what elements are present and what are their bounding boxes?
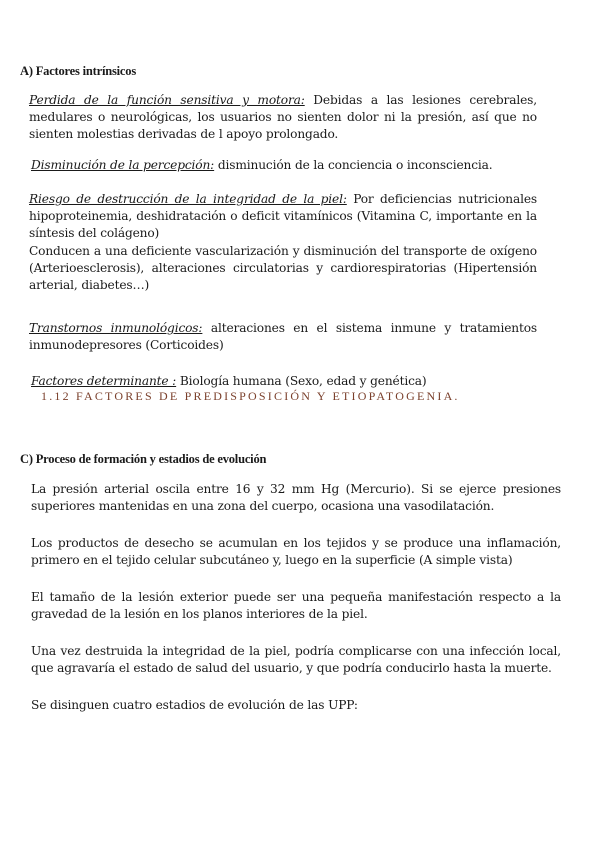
factor-term: Factores determinante : — [31, 374, 177, 388]
factor-description: Biología humana (Sexo, edad y genética) — [176, 374, 427, 388]
section-a-heading: A) Factores intrínsicos — [20, 64, 136, 78]
factor-item — [29, 191, 537, 294]
paragraph: Se disinguen cuatro estadios de evolución de las UPP: — [31, 698, 358, 712]
factor-item — [31, 157, 537, 174]
factor-term: Perdida de la función sensitiva y motora: — [29, 93, 305, 107]
paragraph: La presión arterial oscila entre 16 y 32 mm Hg (Mercurio). Si se ejerce presiones superiores mantenidas en una zona del cuerpo, ocasiona una vasodilatación. — [31, 482, 561, 514]
factor-term: Transtornos inmunológicos: — [29, 321, 203, 335]
factor-item — [29, 320, 537, 354]
factor-description-continued: Conducen a una deficiente vascularización y disminución del transporte de oxígeno (Arterioesclerosis), alteraciones circulatorias y cardiorespiratorias (Hipertensión arterial, diabetes…) — [29, 243, 537, 293]
factor-term: Riesgo de destrucción de la integridad de la piel: — [29, 192, 347, 206]
factor-description: Debidas a las lesiones cerebrales, medulares o neurológicas, los usuarios no sienten dolor ni la presión, así que no sienten molestias derivadas de l apoyo prolongado. — [29, 93, 537, 142]
factor-term: Disminución de la percepción: — [31, 158, 215, 172]
paragraph: Una vez destruida la integridad de la piel, podría complicarse con una infección local, que agravaría el estado de salud del usuario, y que podría conducirlo hasta la muerte. — [31, 644, 561, 676]
section-title: 1.12 FACTORES DE PREDISPOSICIÓN Y ETIOPATOGENIA. — [41, 389, 460, 403]
paragraph: El tamaño de la lesión exterior puede ser una pequeña manifestación respecto a la gravedad de la lesión en los planos interiores de la piel. — [31, 590, 561, 622]
paragraph: Los productos de desecho se acumulan en los tejidos y se produce una inflamación, primero en el tejido celular subcutáneo y, luego en la superficie (A simple vista) — [31, 536, 561, 568]
factor-description: disminución de la conciencia o inconsciencia. — [214, 158, 493, 172]
section-c-heading: C) Proceso de formación y estadios de evolución — [20, 452, 267, 466]
factor-item — [31, 373, 537, 390]
factor-description: Por deficiencias nutricionales hipoproteinemia, deshidratación o deficit vitamínicos (Vitamina C, importante en la síntesis del colágeno) — [29, 192, 537, 241]
factor-item — [29, 92, 537, 144]
factor-description: alteraciones en el sistema inmune y tratamientos inmunodepresores (Corticoides) — [29, 321, 537, 353]
